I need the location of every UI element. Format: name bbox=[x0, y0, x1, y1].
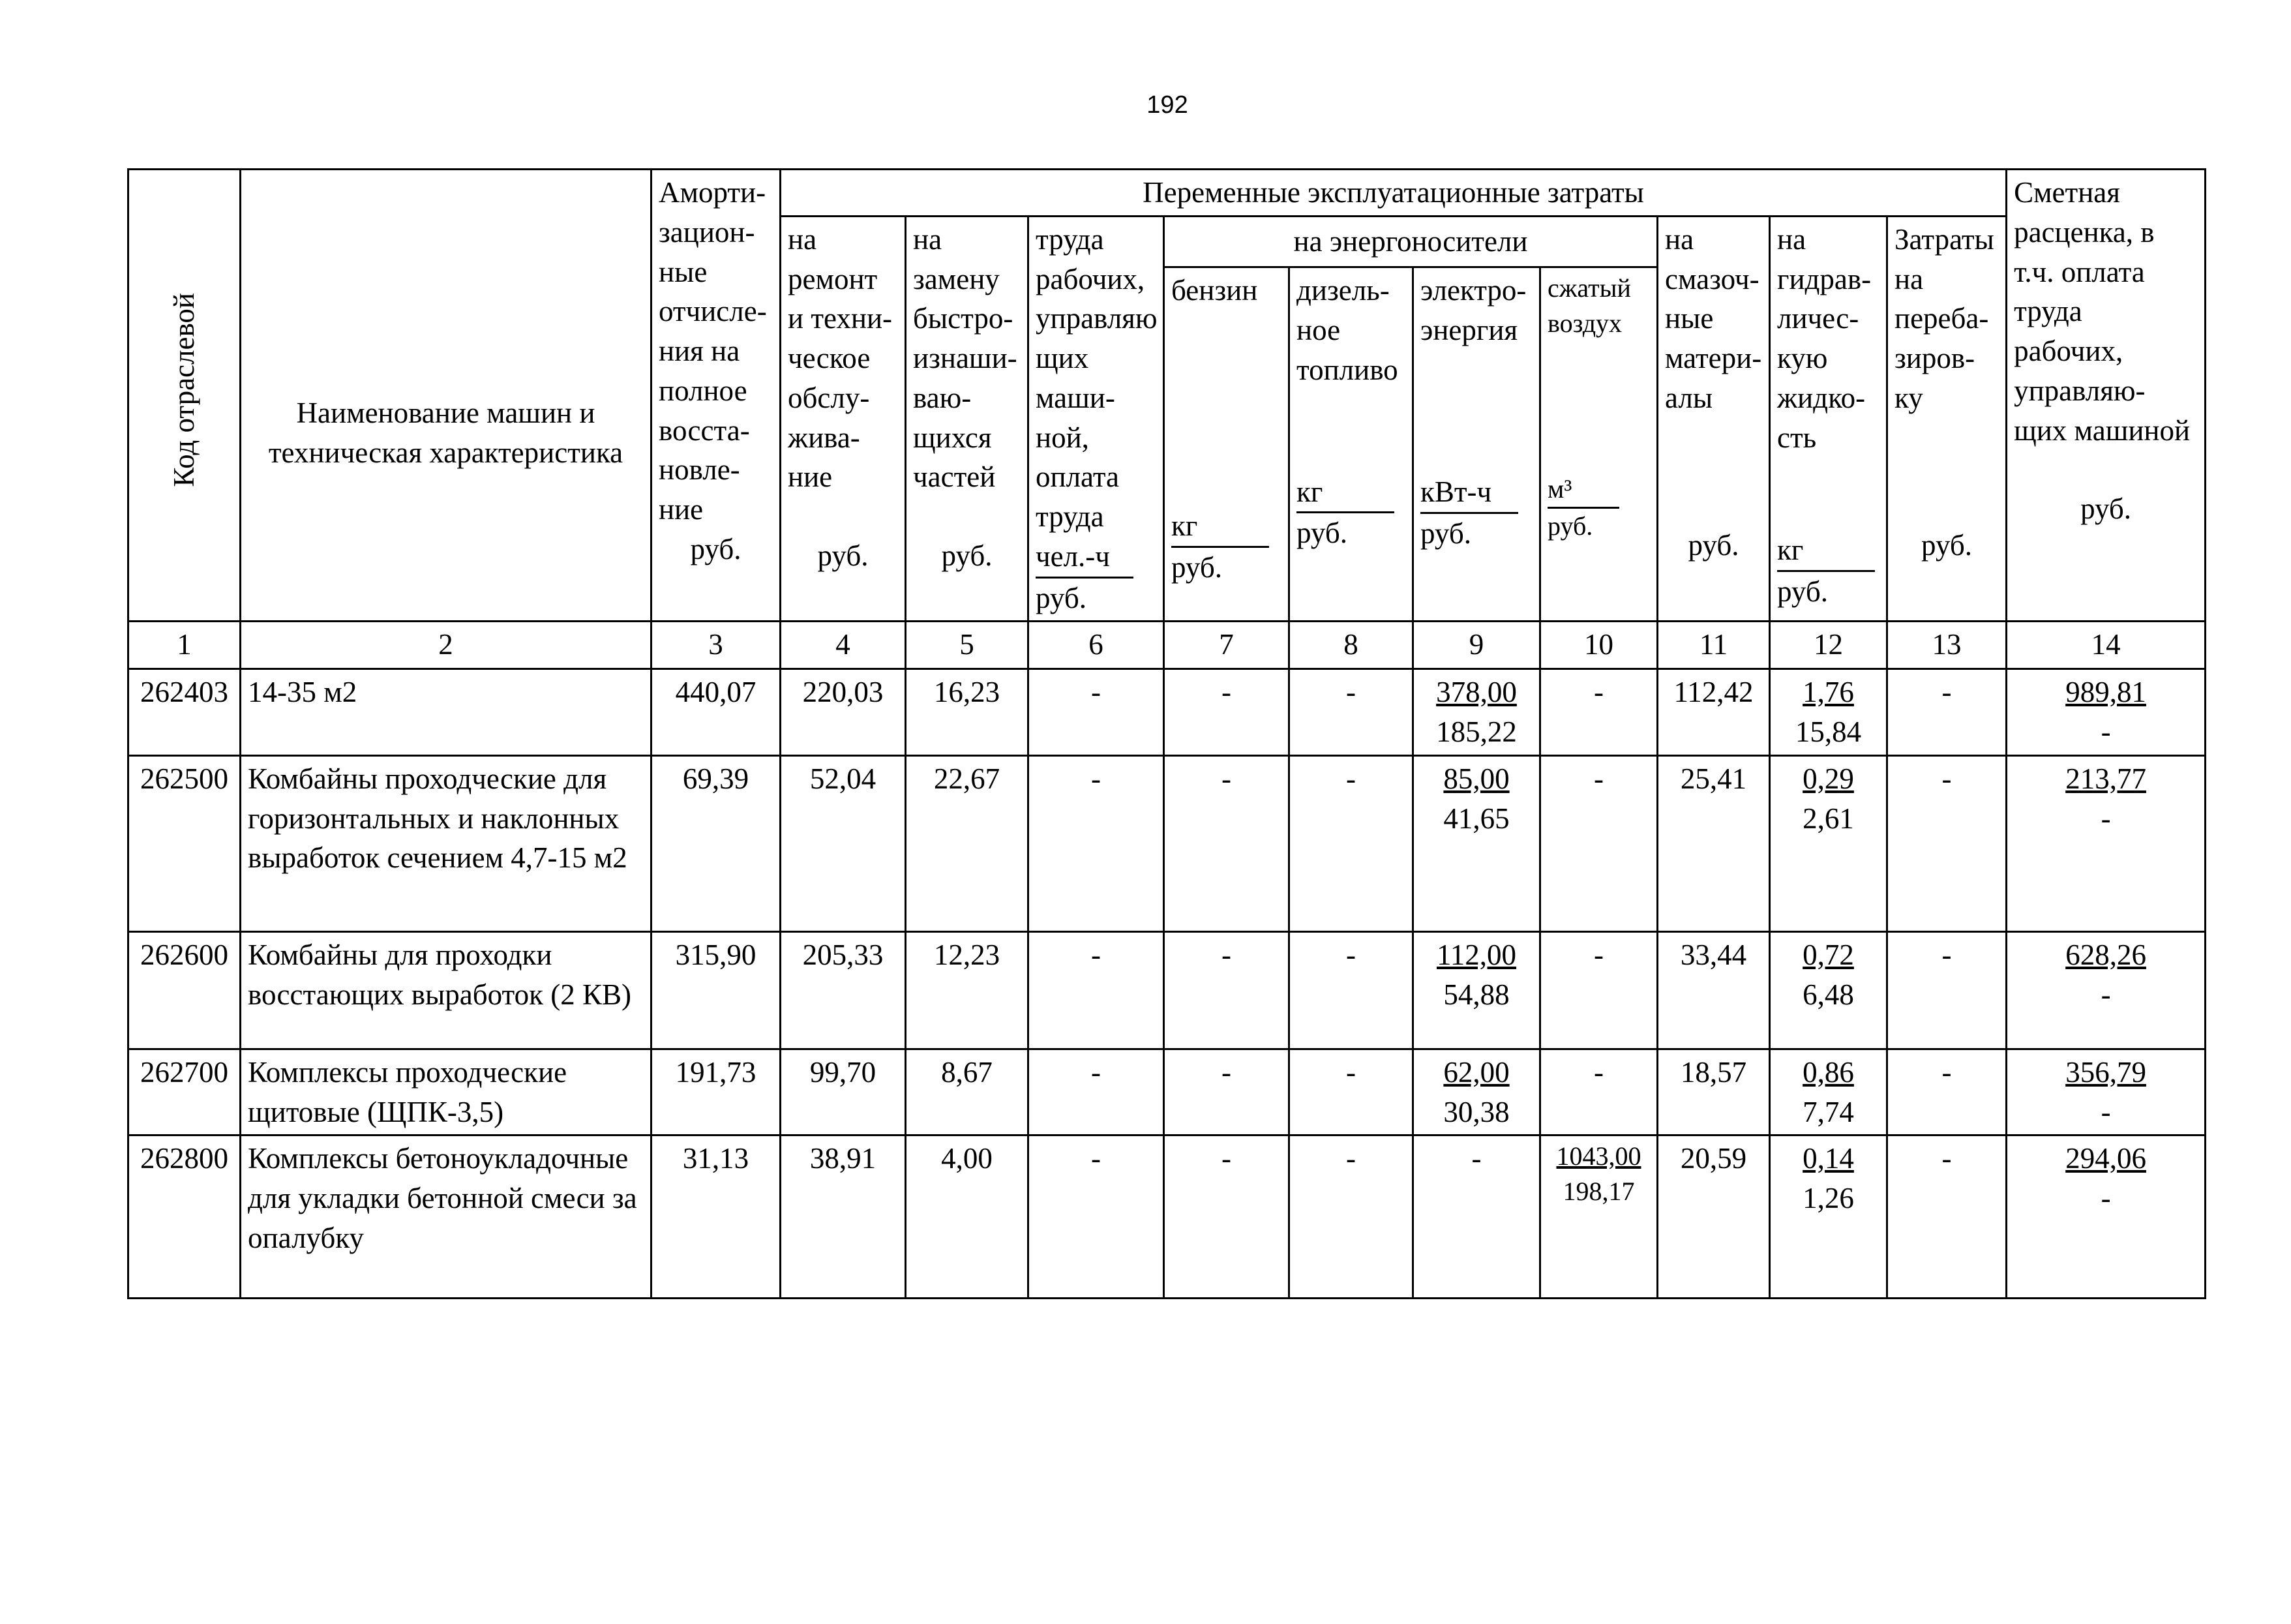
header-electric-unit-rub: руб. bbox=[1420, 517, 1471, 550]
row-hydro bbox=[1770, 1135, 1887, 1299]
page-number: 192 bbox=[1146, 91, 1188, 119]
row-estimate bbox=[2007, 755, 2206, 931]
header-diesel-label: дизель-ное топливо bbox=[1296, 274, 1398, 386]
row-transfer: - bbox=[1887, 931, 2007, 1049]
header-air-unit: м³ bbox=[1548, 472, 1619, 509]
header-transfer bbox=[1887, 216, 2007, 622]
row-hydro bbox=[1770, 1049, 1887, 1135]
header-electric bbox=[1413, 267, 1540, 622]
header-variable-costs: Переменные эксплуатационные затраты bbox=[781, 170, 2007, 217]
row-code: 262600 bbox=[128, 931, 241, 1049]
header-electric-label: электро-энергия bbox=[1420, 274, 1527, 346]
estimate-bot: - bbox=[2101, 1182, 2111, 1214]
estimate-top: 213,77 bbox=[2065, 762, 2146, 795]
row-electric bbox=[1413, 931, 1540, 1049]
row-repair: 220,03 bbox=[781, 669, 906, 756]
estimate-bot: - bbox=[2101, 802, 2111, 835]
row-transfer: - bbox=[1887, 669, 2007, 756]
hydro-bot: 2,61 bbox=[1803, 802, 1854, 835]
electric-top: 85,00 bbox=[1443, 762, 1510, 795]
header-diesel-unit: кг bbox=[1296, 472, 1394, 514]
row-transfer: - bbox=[1887, 755, 2007, 931]
header-transfer-label: Затраты на переба-зиров-ку bbox=[1894, 222, 1994, 414]
header-air bbox=[1540, 267, 1658, 622]
table-row bbox=[128, 669, 2206, 756]
row-lube: 18,57 bbox=[1658, 1049, 1770, 1135]
hydro-bot: 7,74 bbox=[1803, 1095, 1854, 1128]
row-petrol: - bbox=[1164, 669, 1289, 756]
header-petrol-unit-rub: руб. bbox=[1171, 550, 1222, 584]
table-row bbox=[128, 1049, 2206, 1135]
row-petrol: - bbox=[1164, 1135, 1289, 1299]
column-number: 10 bbox=[1540, 622, 1658, 669]
header-amort-unit: руб. bbox=[690, 532, 741, 565]
column-number: 11 bbox=[1658, 622, 1770, 669]
header-replace-unit: руб. bbox=[941, 539, 993, 572]
row-repair: 99,70 bbox=[781, 1049, 906, 1135]
rates-table bbox=[127, 168, 2206, 1299]
row-name: Комплексы проходческие щитовые (ЩПК-3,5) bbox=[241, 1049, 651, 1135]
row-electric bbox=[1413, 1135, 1540, 1299]
column-numbers-row bbox=[128, 622, 2206, 669]
row-lube: 20,59 bbox=[1658, 1135, 1770, 1299]
estimate-top: 628,26 bbox=[2065, 938, 2146, 971]
estimate-top: 294,06 bbox=[2065, 1142, 2146, 1175]
header-hydro-unit: кг bbox=[1777, 530, 1875, 572]
row-amort: 31,13 bbox=[651, 1135, 781, 1299]
row-labor: - bbox=[1028, 1135, 1164, 1299]
row-hydro bbox=[1770, 669, 1887, 756]
row-petrol: - bbox=[1164, 755, 1289, 931]
row-name: Комбайны проходческие для горизонтальных и наклонных выработок сечением 4,7-15 м2 bbox=[241, 755, 651, 931]
header-hydro-label: на гидрав-личес-кую жидко-сть bbox=[1777, 222, 1872, 454]
electric-top: 112,00 bbox=[1436, 938, 1517, 971]
column-number: 12 bbox=[1770, 622, 1887, 669]
row-labor: - bbox=[1028, 1049, 1164, 1135]
row-electric bbox=[1413, 1049, 1540, 1135]
header-labor-label: труда рабочих, управляю щих маши-ной, оплата труда bbox=[1036, 222, 1158, 533]
estimate-bot: - bbox=[2101, 715, 2111, 748]
row-replace: 22,67 bbox=[906, 755, 1028, 931]
header-repair-unit: руб. bbox=[817, 539, 869, 572]
header-energy: на энергоносители bbox=[1164, 216, 1658, 267]
column-number: 6 bbox=[1028, 622, 1164, 669]
header-lube-unit: руб. bbox=[1688, 528, 1739, 562]
header-name bbox=[241, 170, 651, 622]
row-transfer: - bbox=[1887, 1049, 2007, 1135]
electric-top: 378,00 bbox=[1436, 676, 1517, 709]
column-number: 7 bbox=[1164, 622, 1289, 669]
estimate-top: 989,81 bbox=[2065, 676, 2146, 709]
row-air bbox=[1540, 669, 1658, 756]
row-amort: 69,39 bbox=[651, 755, 781, 931]
table-row bbox=[128, 931, 2206, 1049]
row-lube: 33,44 bbox=[1658, 931, 1770, 1049]
row-estimate bbox=[2007, 931, 2206, 1049]
header-air-unit-rub: руб. bbox=[1548, 511, 1593, 541]
row-diesel: - bbox=[1289, 755, 1413, 931]
header-hydro-unit-rub: руб. bbox=[1777, 575, 1828, 608]
header-petrol-label: бензин bbox=[1171, 274, 1258, 307]
header-estimate-unit: руб. bbox=[2080, 492, 2132, 526]
header-estimate bbox=[2007, 170, 2206, 622]
estimate-top: 356,79 bbox=[2065, 1055, 2146, 1089]
estimate-bot: - bbox=[2101, 978, 2111, 1011]
header-lube bbox=[1658, 216, 1770, 622]
row-diesel: - bbox=[1289, 669, 1413, 756]
row-code: 262800 bbox=[128, 1135, 241, 1299]
column-number: 3 bbox=[651, 622, 781, 669]
row-estimate bbox=[2007, 1135, 2206, 1299]
header-electric-unit: кВт-ч bbox=[1420, 472, 1518, 514]
header-replace bbox=[906, 216, 1028, 622]
row-petrol: - bbox=[1164, 931, 1289, 1049]
row-amort: 315,90 bbox=[651, 931, 781, 1049]
air-bot: 198,17 bbox=[1563, 1177, 1635, 1207]
row-diesel: - bbox=[1289, 931, 1413, 1049]
hydro-bot: 15,84 bbox=[1795, 715, 1862, 748]
column-number: 5 bbox=[906, 622, 1028, 669]
electric-bot: - bbox=[1471, 1142, 1482, 1175]
row-lube: 112,42 bbox=[1658, 669, 1770, 756]
header-name-label: Наименование машин и техническая характеристика bbox=[268, 397, 623, 470]
header-estimate-label: Сметная расценка, в т.ч. оплата труда рабочих, управляю-щих машиной bbox=[2014, 176, 2191, 447]
electric-top: 62,00 bbox=[1443, 1055, 1510, 1089]
header-labor-unit-rub: руб. bbox=[1036, 581, 1086, 614]
hydro-top: 1,76 bbox=[1803, 676, 1854, 709]
header-replace-label: на замену быстро-изнаши-ваю-щихся частей bbox=[913, 222, 1017, 494]
header-transfer-unit: руб. bbox=[1921, 528, 1973, 562]
row-code: 262700 bbox=[128, 1049, 241, 1135]
row-repair: 205,33 bbox=[781, 931, 906, 1049]
header-code-label: Код отраслевой bbox=[168, 293, 201, 488]
row-amort: 191,73 bbox=[651, 1049, 781, 1135]
row-estimate bbox=[2007, 1049, 2206, 1135]
row-air bbox=[1540, 1049, 1658, 1135]
air-bot: - bbox=[1594, 938, 1604, 971]
row-petrol: - bbox=[1164, 1049, 1289, 1135]
row-labor: - bbox=[1028, 755, 1164, 931]
air-top: 1043,00 bbox=[1556, 1141, 1641, 1171]
row-repair: 52,04 bbox=[781, 755, 906, 931]
header-diesel bbox=[1289, 267, 1413, 622]
row-labor: - bbox=[1028, 669, 1164, 756]
header-labor-unit: чел.-ч bbox=[1036, 537, 1133, 579]
row-repair: 38,91 bbox=[781, 1135, 906, 1299]
hydro-bot: 6,48 bbox=[1803, 978, 1854, 1011]
row-hydro bbox=[1770, 755, 1887, 931]
hydro-top: 0,14 bbox=[1803, 1142, 1854, 1175]
hydro-top: 0,86 bbox=[1803, 1055, 1854, 1089]
table-row bbox=[128, 755, 2206, 931]
header-hydro bbox=[1770, 216, 1887, 622]
row-diesel: - bbox=[1289, 1135, 1413, 1299]
row-code: 262403 bbox=[128, 669, 241, 756]
header-petrol bbox=[1164, 267, 1289, 622]
header-amort-label: Аморти-зацион-ные отчисле-ния на полное восста-новле-ние bbox=[659, 176, 767, 526]
header-code bbox=[128, 170, 241, 622]
row-hydro bbox=[1770, 931, 1887, 1049]
header-amort bbox=[651, 170, 781, 622]
electric-bot: 41,65 bbox=[1443, 802, 1510, 835]
electric-bot: 30,38 bbox=[1443, 1095, 1510, 1128]
column-number: 1 bbox=[128, 622, 241, 669]
header-repair bbox=[781, 216, 906, 622]
row-replace: 12,23 bbox=[906, 931, 1028, 1049]
header-labor bbox=[1028, 216, 1164, 622]
hydro-top: 0,72 bbox=[1803, 938, 1854, 971]
air-bot: - bbox=[1594, 1055, 1604, 1089]
electric-bot: 54,88 bbox=[1443, 978, 1510, 1011]
column-number: 2 bbox=[241, 622, 651, 669]
column-number: 4 bbox=[781, 622, 906, 669]
table-row bbox=[128, 1135, 2206, 1299]
row-diesel: - bbox=[1289, 1049, 1413, 1135]
row-name: Комбайны для проходки восстающих выработок (2 КВ) bbox=[241, 931, 651, 1049]
row-code: 262500 bbox=[128, 755, 241, 931]
header-lube-label: на смазоч-ные матери-алы bbox=[1665, 222, 1762, 414]
row-transfer: - bbox=[1887, 1135, 2007, 1299]
air-bot: - bbox=[1594, 676, 1604, 709]
row-electric bbox=[1413, 669, 1540, 756]
row-air bbox=[1540, 931, 1658, 1049]
row-air bbox=[1540, 755, 1658, 931]
header-petrol-unit: кг bbox=[1171, 506, 1269, 548]
row-estimate bbox=[2007, 669, 2206, 756]
row-labor: - bbox=[1028, 931, 1164, 1049]
air-bot: - bbox=[1594, 762, 1604, 795]
column-number: 14 bbox=[2007, 622, 2206, 669]
column-number: 8 bbox=[1289, 622, 1413, 669]
estimate-bot: - bbox=[2101, 1095, 2111, 1128]
row-replace: 4,00 bbox=[906, 1135, 1028, 1299]
column-number: 13 bbox=[1887, 622, 2007, 669]
row-name: Комплексы бетоноукладочные для укладки бетонной смеси за опалубку bbox=[241, 1135, 651, 1299]
hydro-top: 0,29 bbox=[1803, 762, 1854, 795]
row-electric bbox=[1413, 755, 1540, 931]
header-diesel-unit-rub: руб. bbox=[1296, 517, 1347, 550]
header-repair-label: на ремонт и техни-ческое обслу-жива-ние bbox=[788, 222, 893, 494]
row-amort: 440,07 bbox=[651, 669, 781, 756]
header-air-label: сжатый воздух bbox=[1548, 273, 1631, 338]
hydro-bot: 1,26 bbox=[1803, 1182, 1854, 1214]
electric-bot: 185,22 bbox=[1436, 715, 1517, 748]
row-replace: 8,67 bbox=[906, 1049, 1028, 1135]
row-air bbox=[1540, 1135, 1658, 1299]
row-name: 14-35 м2 bbox=[241, 669, 651, 756]
column-number: 9 bbox=[1413, 622, 1540, 669]
row-lube: 25,41 bbox=[1658, 755, 1770, 931]
row-replace: 16,23 bbox=[906, 669, 1028, 756]
